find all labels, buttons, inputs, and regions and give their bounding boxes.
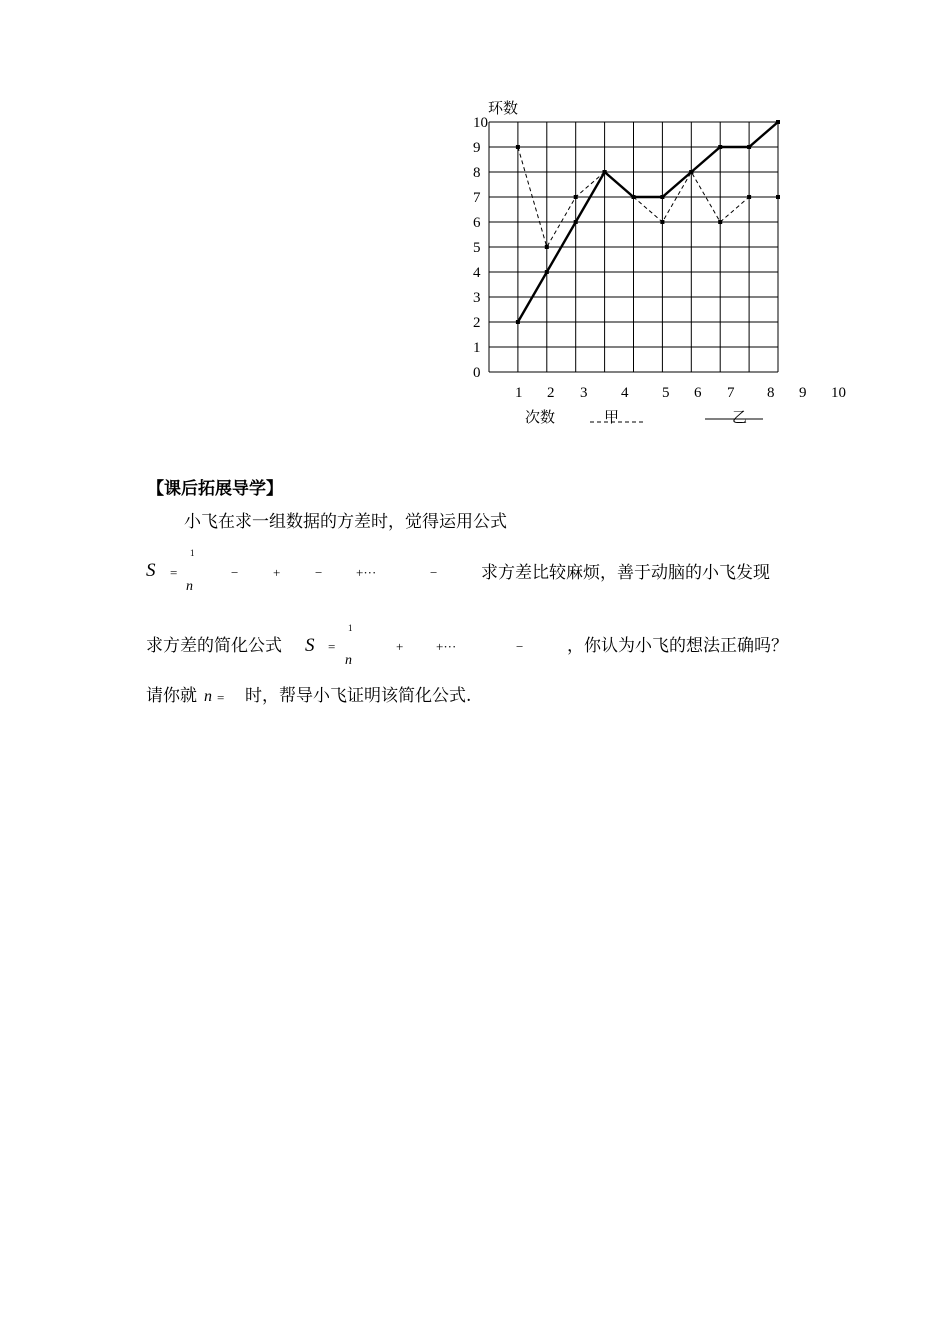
- x-tick-label: 3: [580, 385, 588, 401]
- data-point: [574, 220, 578, 224]
- y-tick-label: 1: [473, 340, 481, 356]
- data-point: [776, 195, 780, 199]
- x-tick-label: 6: [694, 385, 702, 401]
- legend-yi-label: 乙: [732, 410, 748, 426]
- y-tick-label: 2: [473, 315, 481, 331]
- formula-s: S: [146, 560, 156, 581]
- formula-term: −: [315, 565, 323, 580]
- request-var-n: n: [204, 688, 212, 705]
- x-tick-label: 10: [831, 385, 846, 401]
- x-tick-label: 8: [767, 385, 775, 401]
- data-point: [516, 145, 520, 149]
- formula-n: n: [186, 579, 193, 594]
- data-point: [632, 195, 636, 199]
- formula2-s: S: [305, 635, 315, 656]
- formula-equals: =: [170, 565, 178, 580]
- paragraph-question: ，你认为小飞的想法正确吗？: [567, 636, 788, 656]
- y-tick-label: 5: [473, 240, 481, 256]
- formula-term: +: [273, 565, 281, 580]
- formula-numerator: 1: [190, 548, 195, 558]
- y-tick-label: 8: [473, 165, 481, 181]
- paragraph-intro-end: 求方差比较麻烦，善于动脑的小飞发现: [481, 563, 770, 583]
- legend-jia-label: 甲: [604, 410, 620, 426]
- formula2-n: n: [345, 653, 352, 668]
- y-tick-label: 7: [473, 190, 481, 206]
- x-tick-label: 5: [662, 385, 670, 401]
- x-axis-label: 次数: [525, 410, 556, 426]
- shooting-score-chart: [0, 0, 950, 440]
- formula-term: +···: [356, 565, 377, 580]
- paragraph-request-end: 时，帮导小飞证明该简化公式.: [245, 686, 472, 706]
- y-tick-label: 10: [473, 115, 488, 131]
- paragraph-intro: 小飞在求一组数据的方差时，觉得运用公式: [184, 512, 507, 532]
- y-tick-label: 4: [473, 265, 481, 281]
- formula2-equals: =: [328, 639, 336, 654]
- paragraph-request-start: 请你就: [146, 686, 197, 706]
- x-tick-label: 9: [799, 385, 807, 401]
- data-point: [718, 145, 722, 149]
- y-axis-ticks: [473, 115, 488, 381]
- data-point: [747, 195, 751, 199]
- data-point: [660, 220, 664, 224]
- data-point: [689, 170, 693, 174]
- data-point: [603, 170, 607, 174]
- x-tick-label: 2: [547, 385, 555, 401]
- data-point: [516, 320, 520, 324]
- y-axis-label: 环数: [488, 101, 519, 117]
- paragraph-simplified: 求方差的简化公式: [146, 636, 282, 656]
- chart-grid: [489, 122, 778, 372]
- request-equals: =: [217, 690, 225, 705]
- section-heading: 【课后拓展导学】: [147, 479, 283, 499]
- data-point: [545, 270, 549, 274]
- formula-term: −: [430, 565, 438, 580]
- y-tick-label: 0: [473, 365, 481, 381]
- y-tick-label: 9: [473, 140, 481, 156]
- x-axis-ticks: [515, 385, 846, 401]
- data-point: [747, 145, 751, 149]
- formula2-term: −: [516, 639, 524, 654]
- data-point: [718, 220, 722, 224]
- y-tick-label: 3: [473, 290, 481, 306]
- data-point: [574, 195, 578, 199]
- formula2-term: +: [396, 639, 404, 654]
- data-point: [660, 195, 664, 199]
- x-tick-label: 1: [515, 385, 523, 401]
- y-tick-label: 6: [473, 215, 481, 231]
- data-point: [776, 120, 780, 124]
- formula2-term: +···: [436, 639, 457, 654]
- formula-term: −: [231, 565, 239, 580]
- formula2-numerator: 1: [348, 623, 353, 633]
- x-tick-label: 4: [621, 385, 629, 401]
- data-point: [545, 245, 549, 249]
- x-tick-label: 7: [727, 385, 735, 401]
